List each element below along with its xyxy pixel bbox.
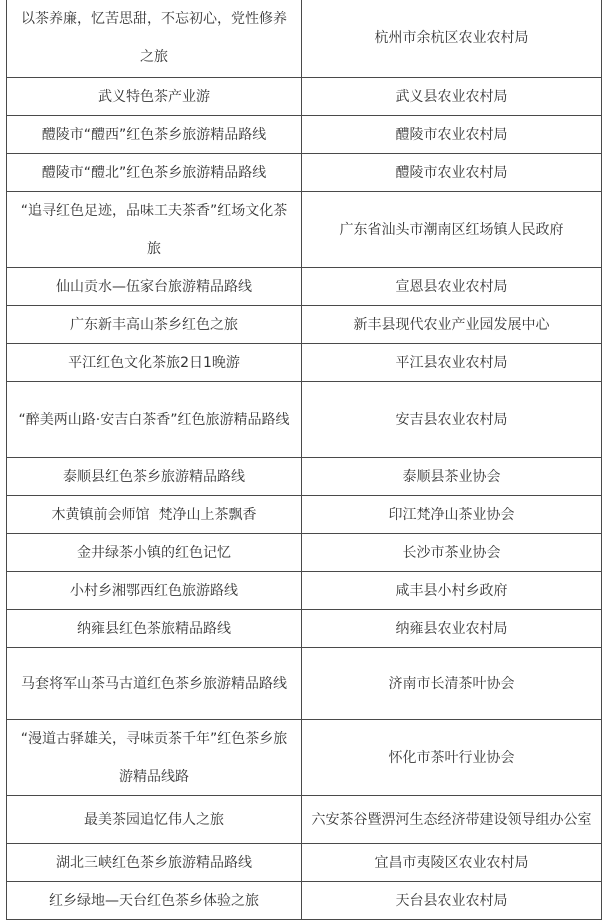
organization-cell: 济南市长清茶叶协会 [302, 648, 602, 719]
table-row [6, 382, 602, 458]
route-name-cell: 木黄镇前会师馆 梵净山上茶飘香 [6, 496, 302, 533]
organization-cell: 新丰县现代农业产业园发展中心 [302, 306, 602, 343]
route-name-cell: 最美茶园追忆伟人之旅 [6, 796, 302, 843]
table-row [6, 496, 602, 534]
organization-cell: 泰顺县茶业协会 [302, 458, 602, 495]
route-name-cell: 武义特色茶产业游 [6, 78, 302, 115]
table-row [6, 572, 602, 610]
organization-cell: 醴陵市农业农村局 [302, 116, 602, 153]
table-row [6, 0, 602, 78]
route-name-cell: 湖北三峡红色茶乡旅游精品路线 [6, 844, 302, 881]
route-name-cell: 金井绿茶小镇的红色记忆 [6, 534, 302, 571]
table-row [6, 882, 602, 920]
route-name-cell: 醴陵市“醴北”红色茶乡旅游精品路线 [6, 154, 302, 191]
route-name-cell: “追寻红色足迹，品味工夫茶香”红场文化茶旅 [6, 192, 302, 267]
route-name-cell: 仙山贡水—伍家台旅游精品路线 [6, 268, 302, 305]
route-name-cell: 小村乡湘鄂西红色旅游路线 [6, 572, 302, 609]
organization-cell: 怀化市茶叶行业协会 [302, 720, 602, 795]
table-row [6, 610, 602, 648]
table-row [6, 306, 602, 344]
route-name-cell: 广东新丰高山茶乡红色之旅 [6, 306, 302, 343]
organization-cell: 宣恩县农业农村局 [302, 268, 602, 305]
table-row [6, 720, 602, 796]
route-name-cell: 红乡绿地—天台红色茶乡体验之旅 [6, 882, 302, 919]
organization-cell: 醴陵市农业农村局 [302, 154, 602, 191]
route-name-cell: 醴陵市“醴西”红色茶乡旅游精品路线 [6, 116, 302, 153]
route-name-cell: “醉美两山路·安吉白茶香”红色旅游精品路线 [6, 382, 302, 457]
table-row [6, 154, 602, 192]
organization-cell: 咸丰县小村乡政府 [302, 572, 602, 609]
organization-cell: 六安茶谷暨淠河生态经济带建设领导组办公室 [302, 796, 602, 843]
route-name-cell: 纳雍县红色茶旅精品路线 [6, 610, 302, 647]
organization-cell: 广东省汕头市潮南区红场镇人民政府 [302, 192, 602, 267]
route-name-cell: 马套将军山茶马古道红色茶乡旅游精品路线 [6, 648, 302, 719]
table-row [6, 534, 602, 572]
route-name-cell: “漫道古驿雄关，寻味贡茶千年”红色茶乡旅游精品线路 [6, 720, 302, 795]
table-row [6, 192, 602, 268]
route-name-cell: 平江红色文化茶旅2日1晚游 [6, 344, 302, 381]
table-row [6, 344, 602, 382]
table-row [6, 648, 602, 720]
route-name-cell: 以茶养廉，忆苦思甜，不忘初心，党性修养之旅 [6, 0, 302, 77]
organization-cell: 武义县农业农村局 [302, 78, 602, 115]
table-row [6, 78, 602, 116]
organization-cell: 印江梵净山茶业协会 [302, 496, 602, 533]
organization-cell: 安吉县农业农村局 [302, 382, 602, 457]
table-row [6, 844, 602, 882]
table-row [6, 116, 602, 154]
route-name-cell: 泰顺县红色茶乡旅游精品路线 [6, 458, 302, 495]
organization-cell: 杭州市余杭区农业农村局 [302, 0, 602, 77]
table-row [6, 796, 602, 844]
organization-cell: 天台县农业农村局 [302, 882, 602, 919]
organization-cell: 纳雍县农业农村局 [302, 610, 602, 647]
table-row [6, 458, 602, 496]
organization-cell: 长沙市茶业协会 [302, 534, 602, 571]
table-row [6, 268, 602, 306]
organization-cell: 平江县农业农村局 [302, 344, 602, 381]
organization-cell: 宜昌市夷陵区农业农村局 [302, 844, 602, 881]
